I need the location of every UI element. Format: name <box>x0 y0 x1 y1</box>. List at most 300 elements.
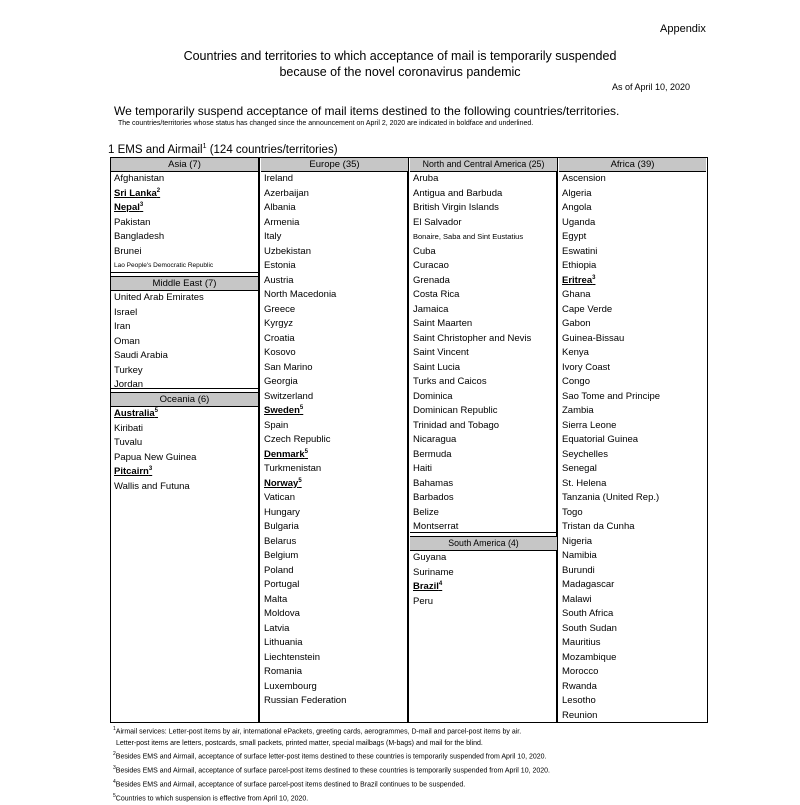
country-item <box>261 390 408 405</box>
footnote-line <box>113 738 713 750</box>
country-name: Azerbaijan <box>264 187 309 199</box>
country-item <box>559 520 706 535</box>
country-name: Kosovo <box>264 347 296 358</box>
country-item <box>559 317 706 332</box>
country-item <box>559 332 706 347</box>
country-name: Hungary <box>264 506 300 518</box>
region-header: Oceania (6) <box>111 392 258 407</box>
country-name: Bulgaria <box>264 521 299 532</box>
country-item <box>261 172 408 187</box>
country-name: Cuba <box>413 245 436 257</box>
country-item <box>559 216 706 231</box>
country-item <box>261 607 408 622</box>
country-name: Morocco <box>562 666 599 677</box>
country-name: Armenia <box>264 216 300 228</box>
region-oceania <box>111 392 258 494</box>
country-name: Haiti <box>413 463 433 474</box>
country-item <box>559 419 706 434</box>
country-item <box>261 274 408 289</box>
country-name: El Salvador <box>413 216 462 228</box>
country-item <box>559 593 706 608</box>
footnote-number: 3 <box>113 765 116 772</box>
country-name: Belgium <box>264 550 299 561</box>
country-name: Wallis and Futuna <box>114 480 190 492</box>
country-name: Seychelles <box>562 448 608 460</box>
as-of-date: As of April 10, 2020 <box>612 82 691 92</box>
country-item <box>111 230 258 245</box>
country-item <box>559 274 706 289</box>
country-name: Peru <box>413 595 434 607</box>
country-name: Saint Christopher and Nevis <box>413 332 532 344</box>
country-name: Mozambique <box>562 651 617 663</box>
country-name: Georgia <box>264 376 298 387</box>
country-item <box>261 593 408 608</box>
country-item <box>410 245 557 260</box>
country-item <box>261 462 408 477</box>
country-item <box>559 680 706 695</box>
footnote-line <box>113 763 713 777</box>
country-name: Sweden <box>264 405 300 416</box>
country-name: South Africa <box>562 608 614 619</box>
country-name: Bermuda <box>413 448 452 460</box>
country-item <box>410 332 557 347</box>
region-header: North and Central America (25) <box>410 158 557 172</box>
country-item <box>111 216 258 231</box>
country-item <box>261 361 408 376</box>
country-item <box>261 404 408 419</box>
country-item <box>410 201 557 216</box>
country-name: Trinidad and Tobago <box>413 419 500 431</box>
country-name: Ethiopia <box>562 260 597 271</box>
country-name: Romania <box>264 666 303 677</box>
document-title <box>100 48 700 80</box>
footnote-line <box>113 777 713 791</box>
country-name: Pakistan <box>114 216 151 228</box>
column-divider <box>258 158 260 722</box>
country-item <box>410 491 557 506</box>
country-name: Suriname <box>413 566 454 578</box>
country-item <box>261 665 408 680</box>
country-name: Belarus <box>264 535 297 547</box>
country-item <box>559 564 706 579</box>
country-item <box>559 491 706 506</box>
country-name: Lithuania <box>264 637 303 648</box>
country-item <box>559 462 706 477</box>
country-name: Saint Vincent <box>413 347 469 358</box>
country-item <box>410 433 557 448</box>
country-name: Gabon <box>562 318 591 329</box>
footnote-mark: 3 <box>592 274 596 281</box>
country-item <box>261 201 408 216</box>
country-item <box>111 364 258 379</box>
country-name: Kenya <box>562 347 589 358</box>
country-item <box>261 506 408 521</box>
country-item <box>559 622 706 637</box>
country-name: Aruba <box>413 173 439 184</box>
country-name: Guinea-Bissau <box>562 332 625 344</box>
country-name: Costa Rica <box>413 289 460 300</box>
country-item <box>410 520 557 535</box>
country-name: Senegal <box>562 463 597 474</box>
country-item <box>559 665 706 680</box>
country-name: Algeria <box>562 187 592 199</box>
title-line-1: Countries and territories to which acceptance of mail is temporarily suspended <box>183 49 617 63</box>
country-item <box>111 480 258 495</box>
region-south-america <box>410 536 557 609</box>
country-name: Jordan <box>114 379 144 390</box>
country-name: Bahamas <box>413 477 454 489</box>
country-list <box>111 407 258 494</box>
country-item <box>410 274 557 289</box>
country-name: Angola <box>562 202 592 213</box>
country-item <box>559 375 706 390</box>
country-name: Ivory Coast <box>562 361 611 373</box>
country-item <box>559 607 706 622</box>
country-name: Togo <box>562 506 583 518</box>
country-name: Lesotho <box>562 695 596 706</box>
country-item <box>410 580 557 595</box>
country-item <box>261 288 408 303</box>
country-name: Italy <box>264 231 282 242</box>
country-name: Burundi <box>562 564 595 576</box>
region-middle-east <box>111 276 258 389</box>
country-item <box>559 549 706 564</box>
country-name: Kiribati <box>114 422 144 434</box>
country-name: Ascension <box>562 173 606 184</box>
section-footnote-mark: 1 <box>202 143 207 150</box>
country-item <box>111 465 258 480</box>
country-name: Cape Verde <box>562 303 613 315</box>
footnote-text: Letter-post items are letters, postcards, small packets, printed matter, special mailbags (M-bags) and mail for the blind. <box>116 739 483 747</box>
country-item <box>410 506 557 521</box>
footnote-line <box>113 749 713 763</box>
country-item <box>261 491 408 506</box>
country-name: Dominican Republic <box>413 405 498 416</box>
country-item <box>559 361 706 376</box>
country-item <box>559 433 706 448</box>
country-item <box>410 404 557 419</box>
country-item <box>559 535 706 550</box>
country-item <box>559 404 706 419</box>
country-item <box>111 407 258 422</box>
country-item <box>261 477 408 492</box>
footnote-line <box>113 791 713 805</box>
country-list <box>261 172 408 709</box>
country-name: Portugal <box>264 579 300 590</box>
country-item <box>111 172 258 187</box>
footnote-number: 2 <box>113 751 116 758</box>
country-name: Rwanda <box>562 680 597 692</box>
country-item <box>111 451 258 466</box>
country-name: Turks and Caicos <box>413 376 487 387</box>
footnotes <box>113 724 713 805</box>
region-header: Asia (7) <box>111 158 258 172</box>
country-name: Barbados <box>413 492 454 503</box>
country-list <box>111 291 258 393</box>
country-item <box>559 448 706 463</box>
country-item <box>261 578 408 593</box>
country-name: Eritrea <box>562 274 593 286</box>
country-name: Austria <box>264 274 294 286</box>
country-item <box>261 216 408 231</box>
country-item <box>111 335 258 350</box>
footnote-number: 4 <box>113 778 116 785</box>
country-item <box>559 172 706 187</box>
country-name: Belize <box>413 506 439 518</box>
country-item <box>559 288 706 303</box>
footnote-mark: 3 <box>148 465 153 472</box>
country-name: Brunei <box>114 245 142 257</box>
country-name: Switzerland <box>264 390 314 402</box>
country-item <box>111 291 258 306</box>
country-item <box>410 375 557 390</box>
country-name: Nigeria <box>562 535 593 547</box>
title-line-2: because of the novel coronavirus pandemic <box>279 65 521 79</box>
country-item <box>410 566 557 581</box>
country-item <box>111 259 258 274</box>
country-list <box>559 172 706 723</box>
country-item <box>261 680 408 695</box>
country-name: Curacao <box>413 260 449 271</box>
country-item <box>261 433 408 448</box>
country-item <box>410 317 557 332</box>
country-name: Saudi Arabia <box>114 350 168 361</box>
footnote-text: Besides EMS and Airmail, acceptance of surface parcel-post items destined to these countries is temporarily suspended from April 10, 2020. <box>115 767 551 775</box>
country-item <box>111 245 258 260</box>
country-item <box>261 448 408 463</box>
country-item <box>410 361 557 376</box>
country-item <box>261 419 408 434</box>
footnote-text: Besides EMS and Airmail, acceptance of surface letter-post items destined to these countries is temporarily suspended from April 10, 2020. <box>115 753 547 761</box>
country-item <box>111 378 258 393</box>
country-item <box>559 245 706 260</box>
footnote-number: 1 <box>113 726 116 732</box>
country-name: Equatorial Guinea <box>562 434 639 445</box>
country-item <box>410 230 557 245</box>
country-item <box>410 477 557 492</box>
country-item <box>559 346 706 361</box>
region-header: Africa (39) <box>559 158 706 172</box>
country-name: Nicaragua <box>413 434 457 445</box>
country-name: Nepal <box>114 202 140 213</box>
country-item <box>559 259 706 274</box>
footnote-mark: 4 <box>438 580 443 587</box>
country-name: Latvia <box>264 622 290 634</box>
country-name: Uganda <box>562 216 596 228</box>
country-name: Czech Republic <box>264 434 331 445</box>
country-item <box>559 694 706 709</box>
country-name: Israel <box>114 306 138 318</box>
footnote-mark: 5 <box>298 477 302 484</box>
country-name: Tanzania (United Rep.) <box>562 492 660 503</box>
country-list <box>111 172 258 274</box>
country-item <box>261 317 408 332</box>
country-item <box>410 216 557 231</box>
country-item <box>559 303 706 318</box>
country-name: Bangladesh <box>114 231 165 242</box>
country-name: Australia <box>114 408 155 419</box>
country-item <box>559 651 706 666</box>
region-asia <box>111 158 258 273</box>
footnote-mark: 5 <box>304 448 309 455</box>
country-name: Brazil <box>413 581 439 592</box>
footnote-mark: 3 <box>139 201 144 208</box>
country-name: Moldova <box>264 608 300 619</box>
country-item <box>559 709 706 724</box>
section-prefix: 1 EMS and Airmail <box>108 143 203 156</box>
footnote-text: Besides EMS and Airmail, acceptance of surface parcel-post items destined to Brazil continues to be suspended. <box>115 781 466 789</box>
country-item <box>261 622 408 637</box>
country-item <box>559 390 706 405</box>
section-heading <box>108 143 338 156</box>
country-item <box>559 201 706 216</box>
column-europe <box>261 158 408 722</box>
country-name: Guyana <box>413 552 447 563</box>
country-name: Sri Lanka <box>114 187 157 199</box>
country-name: Ghana <box>562 289 591 300</box>
footnote-number: 5 <box>113 792 116 799</box>
country-item <box>261 346 408 361</box>
country-list <box>410 551 557 609</box>
country-name: Estonia <box>264 260 296 271</box>
country-name: Reunion <box>562 709 598 721</box>
country-name: Norway <box>264 477 299 489</box>
country-name: St. Helena <box>562 477 607 489</box>
country-item <box>559 187 706 202</box>
country-item <box>111 320 258 335</box>
country-name: Oman <box>114 335 140 347</box>
country-item <box>261 636 408 651</box>
lead-note: The countries/territories whose status has changed since the announcement on April 2, 2020 are indicated in boldface and underlined. <box>118 120 534 127</box>
country-name: Ireland <box>264 173 294 184</box>
country-name: British Virgin Islands <box>413 202 499 213</box>
country-item <box>111 201 258 216</box>
country-name: Spain <box>264 419 289 431</box>
country-name: Bonaire, Saba and Sint Eustatius <box>413 232 524 241</box>
country-item <box>111 422 258 437</box>
country-name: Madagascar <box>562 579 615 590</box>
column-asia-mideast-oceania <box>111 158 258 722</box>
country-name: Uzbekistan <box>264 245 311 257</box>
country-item <box>559 477 706 492</box>
country-item <box>261 259 408 274</box>
country-name: Dominica <box>413 390 453 402</box>
footnote-mark: 5 <box>299 404 304 411</box>
country-item <box>261 245 408 260</box>
country-item <box>261 375 408 390</box>
country-name: Denmark <box>264 448 305 460</box>
country-name: Afghanistan <box>114 173 165 184</box>
country-item <box>111 436 258 451</box>
country-name: Eswatini <box>562 245 598 257</box>
country-name: Malta <box>264 593 288 605</box>
country-item <box>410 448 557 463</box>
section-suffix: (124 countries/territories) <box>206 143 338 156</box>
country-item <box>410 172 557 187</box>
country-name: Sierra Leone <box>562 419 617 431</box>
country-item <box>410 303 557 318</box>
country-name: Sao Tome and Principe <box>562 390 661 402</box>
country-item <box>410 187 557 202</box>
country-item <box>559 230 706 245</box>
region-north-central-america <box>410 158 557 533</box>
country-name: Grenada <box>413 274 450 286</box>
appendix-label: Appendix <box>660 23 706 35</box>
country-item <box>261 535 408 550</box>
country-item <box>559 636 706 651</box>
country-name: Croatia <box>264 332 295 344</box>
footnote-text: Countries to which suspension is effective from April 10, 2020. <box>115 795 309 803</box>
country-item <box>261 230 408 245</box>
column-americas <box>410 158 557 722</box>
region-header: South America (4) <box>410 536 557 551</box>
country-name: Zambia <box>562 405 594 416</box>
country-name: Mauritius <box>562 637 601 648</box>
country-name: Vatican <box>264 492 295 503</box>
country-item <box>261 520 408 535</box>
country-name: San Marino <box>264 361 313 373</box>
footnote-mark: 5 <box>154 407 158 414</box>
country-item <box>111 306 258 321</box>
country-item <box>559 578 706 593</box>
country-name: Russian Federation <box>264 695 347 706</box>
country-item <box>261 651 408 666</box>
country-item <box>410 462 557 477</box>
column-africa <box>559 158 706 722</box>
country-name: Jamaica <box>413 303 449 315</box>
country-item <box>410 259 557 274</box>
country-item <box>261 303 408 318</box>
country-name: Greece <box>264 303 296 315</box>
country-item <box>261 564 408 579</box>
country-item <box>559 506 706 521</box>
country-item <box>261 332 408 347</box>
country-list <box>410 172 557 535</box>
country-name: Poland <box>264 564 294 576</box>
lead-text: We temporarily suspend acceptance of mail items destined to the following countries/territories. <box>114 104 620 118</box>
country-item <box>111 187 258 202</box>
region-header: Europe (35) <box>261 158 408 172</box>
country-item <box>261 549 408 564</box>
country-name: Saint Maarten <box>413 318 473 329</box>
country-item <box>261 187 408 202</box>
country-name: Luxembourg <box>264 680 317 692</box>
region-header: Middle East (7) <box>111 276 258 291</box>
country-name: Kyrgyz <box>264 318 294 329</box>
footnote-text: Airmail services: Letter-post items by air, international ePackets, greeting cards, aerogrammes, D-mail and parcel-post items by air. <box>115 728 522 736</box>
country-item <box>410 346 557 361</box>
country-name: Antigua and Barbuda <box>413 187 503 199</box>
country-name: Namibia <box>562 550 597 561</box>
footnote-mark: 2 <box>156 187 161 194</box>
country-item <box>410 551 557 566</box>
country-name: Turkey <box>114 364 143 376</box>
country-item <box>410 390 557 405</box>
country-grid <box>110 157 708 723</box>
country-name: North Macedonia <box>264 289 337 300</box>
country-name: Pitcairn <box>114 466 149 477</box>
country-item <box>410 288 557 303</box>
country-item <box>410 419 557 434</box>
country-name: South Sudan <box>562 622 617 634</box>
country-name: Tristan da Cunha <box>562 521 635 532</box>
country-item <box>111 349 258 364</box>
country-name: Egypt <box>562 231 587 242</box>
country-name: Montserrat <box>413 521 459 532</box>
country-name: Tuvalu <box>114 437 143 448</box>
country-name: Papua New Guinea <box>114 451 197 463</box>
country-name: Iran <box>114 321 131 332</box>
